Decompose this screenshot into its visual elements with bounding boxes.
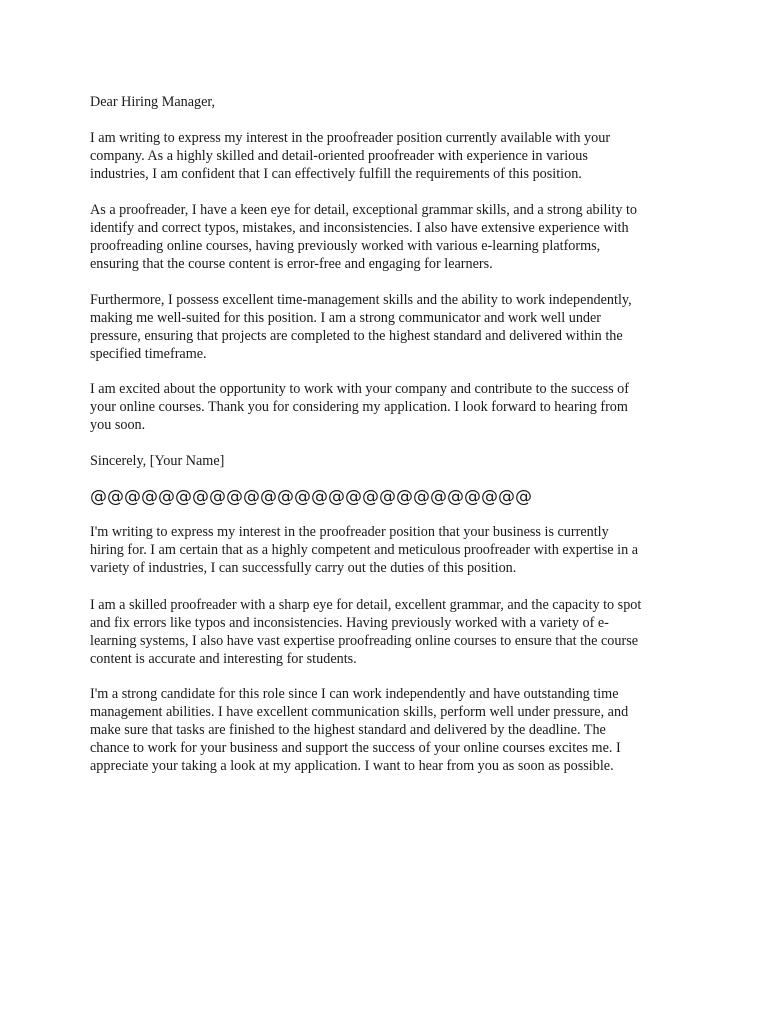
text-line: content is accurate and interesting for students. (90, 651, 357, 667)
letter1-paragraph-4 (90, 380, 690, 434)
signoff (90, 452, 690, 470)
letter1-paragraph-3 (90, 291, 690, 363)
text-line: management abilities. I have excellent communication skills, perform well under pressure, and (90, 704, 629, 720)
text-line: chance to work for your business and support the success of your online courses excites me. I (90, 740, 621, 756)
separator-line: @@@@@@@@@@@@@@@@@@@@@@@@@@ (90, 487, 532, 507)
text-line: make sure that tasks are finished to the highest standard and delivered by the deadline. The (90, 722, 606, 738)
text-line: specified timeframe. (90, 346, 207, 362)
text-line: your online courses. Thank you for considering my application. I look forward to hearing from (90, 399, 628, 415)
greeting-text: Dear Hiring Manager, (90, 94, 216, 110)
text-line: I am excited about the opportunity to work with your company and contribute to the success of (90, 381, 629, 397)
text-line: Furthermore, I possess excellent time-management skills and the ability to work independently, (90, 292, 632, 308)
text-line: making me well-suited for this position. I am a strong communicator and work well under (90, 310, 602, 326)
text-line: I'm writing to express my interest in the proofreader position that your business is currently (90, 524, 609, 540)
text-line: you soon. (90, 417, 146, 433)
text-line: industries, I am confident that I can effectively fulfill the requirements of this position. (90, 166, 582, 182)
text-line: pressure, ensuring that projects are completed to the highest standard and delivered within the (90, 328, 623, 344)
text-line: company. As a highly skilled and detail-oriented proofreader with experience in various (90, 148, 588, 164)
text-line: As a proofreader, I have a keen eye for detail, exceptional grammar skills, and a strong ability to (90, 202, 638, 218)
text-line: I am a skilled proofreader with a sharp eye for detail, excellent grammar, and the capacity to spot (90, 597, 642, 613)
letter2-paragraph-3 (90, 685, 690, 775)
signoff-text: Sincerely, [Your Name] (90, 453, 225, 469)
letter2-paragraph-1 (90, 523, 690, 577)
letter1-paragraph-2 (90, 201, 690, 273)
text-line: proofreading online courses, having previously worked with various e-learning platforms, (90, 238, 601, 254)
text-line: and fix errors like typos and inconsistencies. Having previously worked with a variety of e- (90, 615, 609, 631)
text-line: appreciate your taking a look at my application. I want to hear from you as soon as possible. (90, 758, 614, 774)
text-line: learning systems, I also have vast expertise proofreading online courses to ensure that the course (90, 633, 639, 649)
greeting (90, 93, 690, 111)
letter2-paragraph-2 (90, 596, 690, 668)
letter1-paragraph-1 (90, 129, 690, 183)
text-line: variety of industries, I can successfully carry out the duties of this position. (90, 560, 517, 576)
text-line: ensuring that the course content is error-free and engaging for learners. (90, 256, 493, 272)
text-line: identify and correct typos, mistakes, and inconsistencies. I also have extensive experience with (90, 220, 629, 236)
text-line: I am writing to express my interest in the proofreader position currently available with your (90, 130, 611, 146)
text-line: I'm a strong candidate for this role since I can work independently and have outstanding time (90, 686, 619, 702)
text-line: hiring for. I am certain that as a highly competent and meticulous proofreader with expertise in a (90, 542, 639, 558)
